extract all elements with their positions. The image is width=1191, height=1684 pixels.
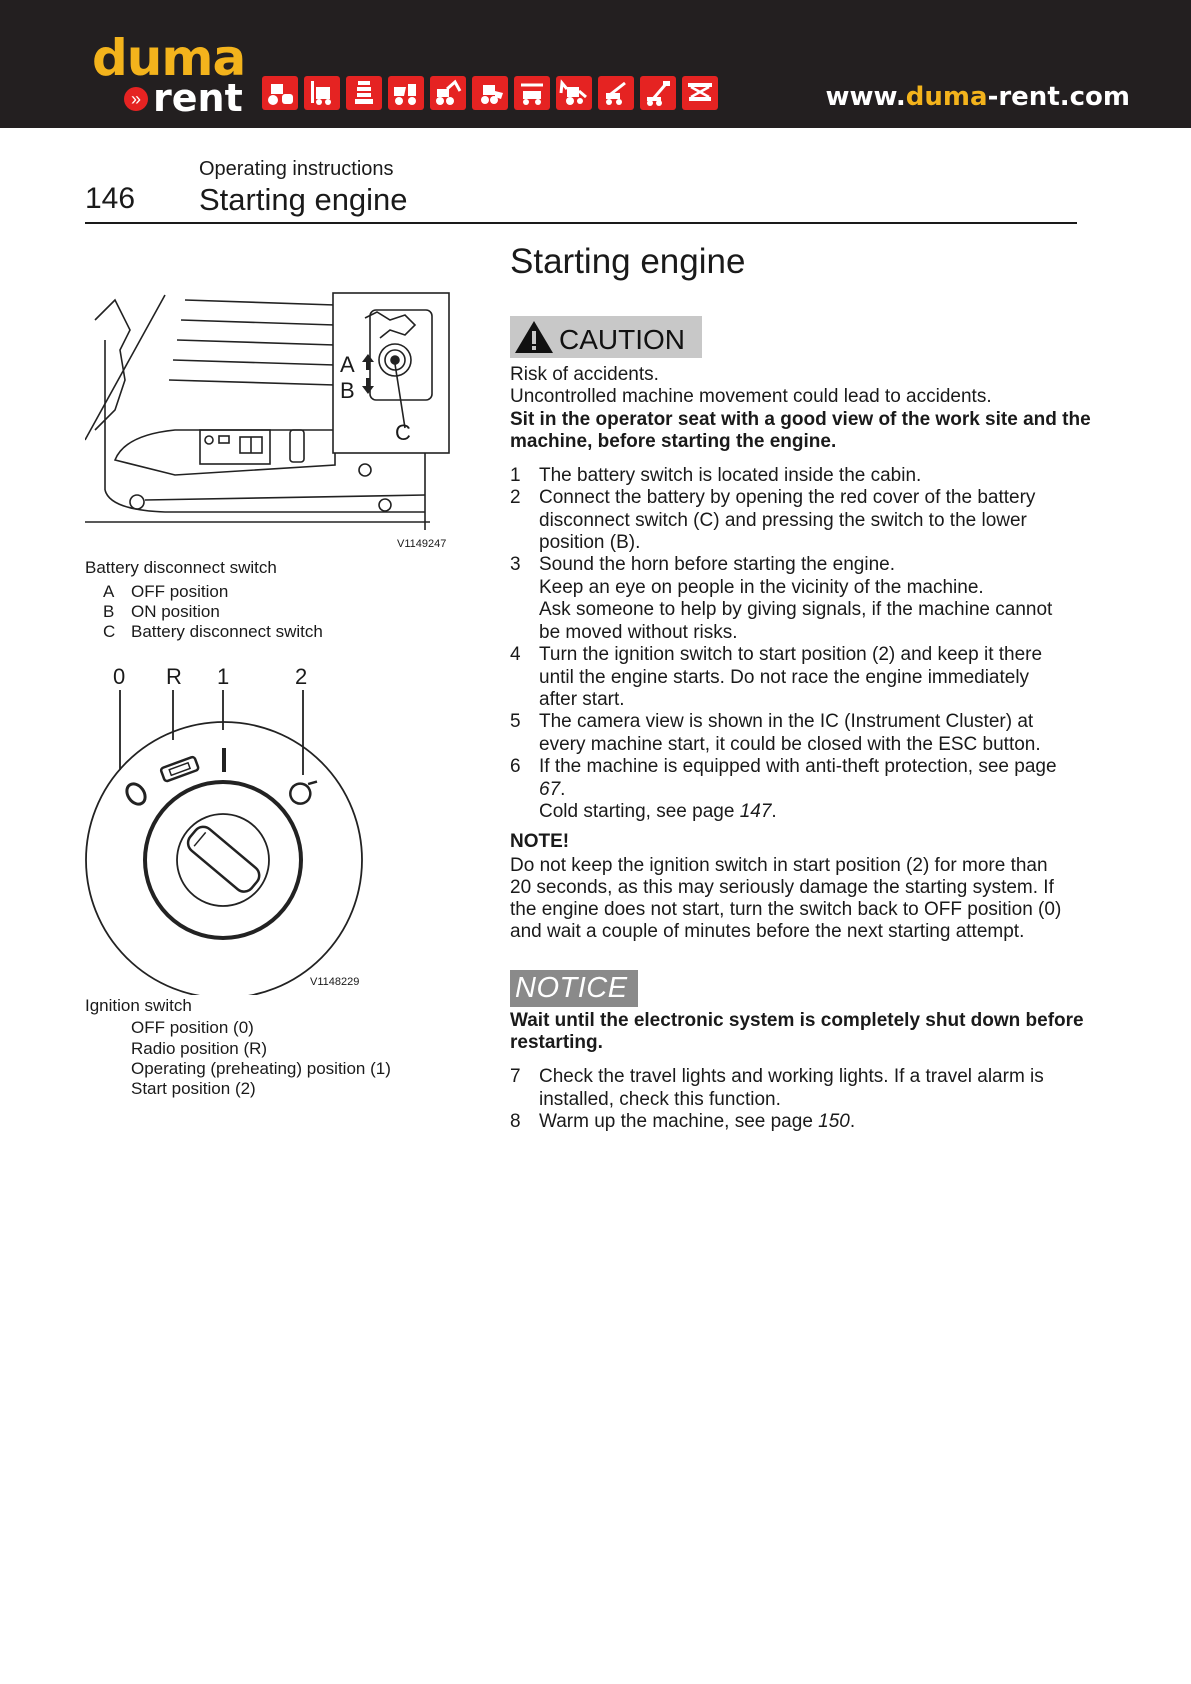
ignition-pos-r: R	[166, 664, 182, 689]
caution-warning-bold: Sit in the operator seat with a good view of the work site and the	[510, 409, 1091, 430]
ignition-pos-1: 1	[217, 664, 230, 689]
section-heading: Starting engine	[510, 242, 746, 281]
ignition-switch-illustration	[80, 690, 380, 995]
caution-banner	[510, 316, 702, 358]
compactor-icon	[346, 76, 382, 110]
battery-label-a: A	[340, 352, 355, 377]
page-link[interactable]: 150	[818, 1111, 850, 1132]
notice-label: NOTICE	[515, 972, 628, 1004]
backhoe-icon	[556, 76, 592, 110]
scissor-lift-icon	[682, 76, 718, 110]
legend-item: Operating (preheating) position (1)	[131, 1059, 391, 1078]
site-url[interactable]: www.duma-rent.com	[825, 82, 1130, 112]
battery-switch-illustration	[85, 290, 455, 540]
note-text: and wait a couple of minutes before the next starting attempt.	[510, 921, 1025, 942]
crane-icon	[514, 76, 550, 110]
page-link[interactable]: 67	[539, 779, 561, 800]
figure-caption: Battery disconnect switch	[85, 558, 277, 577]
battery-label-c: C	[395, 420, 411, 445]
legend-item: Radio position (R)	[131, 1039, 268, 1058]
machine-icon-strip	[262, 76, 718, 110]
notice-text-bold: Wait until the electronic system is completely shut down before	[510, 1010, 1084, 1031]
telehandler-icon	[598, 76, 634, 110]
boom-lift-icon	[640, 76, 676, 110]
header-rule	[85, 222, 1077, 224]
figure-code: V1148229	[310, 976, 360, 988]
dumper-icon	[388, 76, 424, 110]
legend-item: Start position (2)	[131, 1079, 256, 1098]
caution-text: Risk of accidents.	[510, 364, 659, 385]
header-banner	[0, 0, 1191, 128]
caution-label: CAUTION	[559, 324, 685, 355]
figure-code: V1149247	[397, 538, 447, 550]
forklift-icon	[304, 76, 340, 110]
ignition-pos-2: 2	[295, 664, 308, 689]
notice-text-bold: restarting.	[510, 1032, 603, 1053]
page-link[interactable]: 147	[739, 801, 772, 822]
battery-label-b: B	[340, 378, 355, 403]
loader-icon	[472, 76, 508, 110]
page-title: Starting engine	[199, 182, 408, 217]
logo-rent-text: rent	[153, 76, 243, 120]
note-text: Do not keep the ignition switch in start position (2) for more than	[510, 855, 1048, 876]
warning-triangle-icon	[514, 320, 554, 354]
figure-caption: Ignition switch	[85, 996, 192, 1015]
caution-text: Uncontrolled machine movement could lead to accidents.	[510, 386, 992, 407]
caution-warning-bold: machine, before starting the engine.	[510, 431, 837, 452]
page-number: 146	[85, 182, 136, 215]
legend-item: OFF position (0)	[131, 1018, 254, 1037]
logo-arrows-icon: »	[124, 87, 148, 111]
section-label: Operating instructions	[199, 158, 394, 180]
note-text: 20 seconds, as this may seriously damage the starting system. If	[510, 877, 1054, 898]
note-text: the engine does not start, turn the switch back to OFF position (0)	[510, 899, 1062, 920]
note-label: NOTE!	[510, 831, 570, 852]
logo-duma-text: duma	[92, 29, 246, 87]
excavator-icon	[430, 76, 466, 110]
roller-icon	[262, 76, 298, 110]
ignition-pos-0: 0	[113, 664, 126, 689]
notice-banner	[510, 970, 638, 1007]
